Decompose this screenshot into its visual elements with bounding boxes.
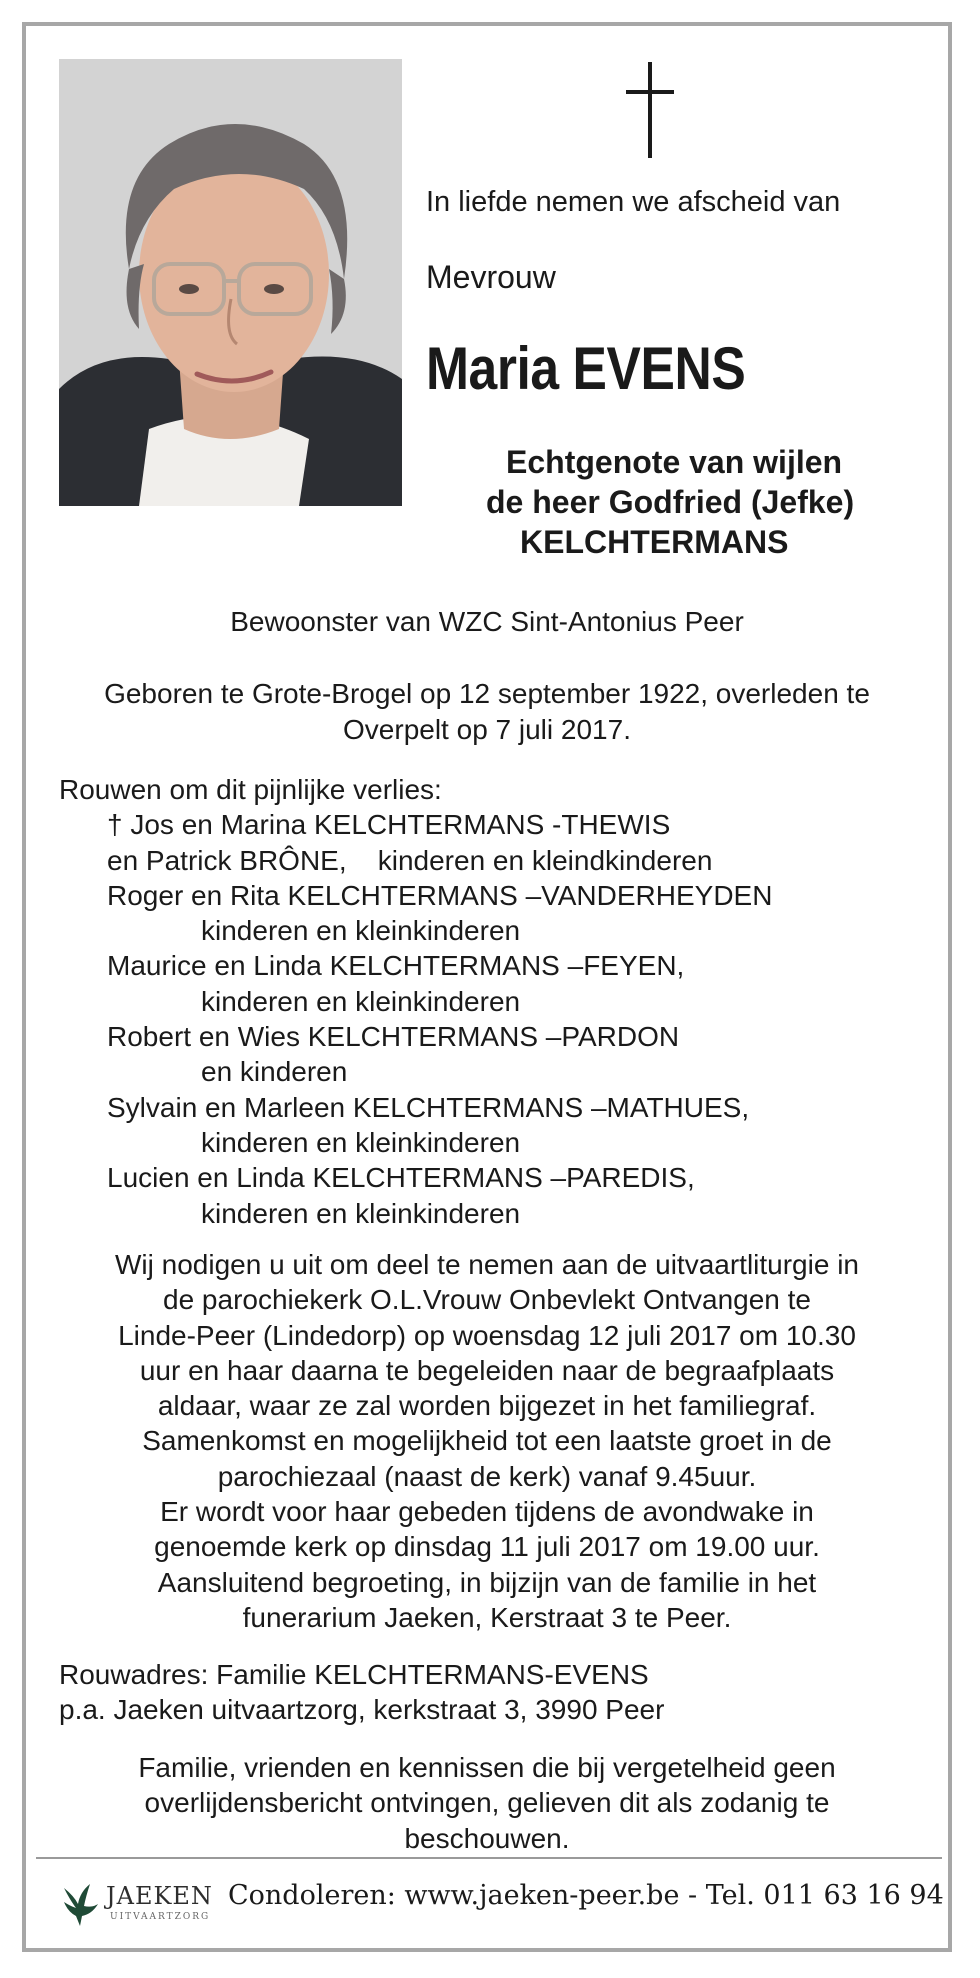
mourners-block [59, 772, 772, 1231]
jaeken-logo [60, 1876, 228, 1932]
salutation: Mevrouw [426, 259, 556, 295]
address-block [59, 1657, 664, 1728]
mourner-line: kinderen en kleinkinderen [201, 985, 521, 1017]
mourner-line: Roger en Rita KELCHTERMANS –VANDERHEYDEN [107, 879, 773, 911]
cross-icon [620, 60, 680, 160]
notice-line: Familie, vrienden en kennissen die bij vergetelheid geen [138, 1752, 836, 1783]
address-line: p.a. Jaeken uitvaartzorg, kerkstraat 3, 3990 Peer [59, 1694, 665, 1726]
service-line: uur en haar daarna te begeleiden naar de begraafplaats [139, 1354, 835, 1386]
intro-text: In liefde nemen we afscheid van [426, 186, 841, 218]
service-line: Wij nodigen u uit om deel te nemen aan de uitvaartliturgie in [115, 1249, 859, 1280]
service-line: funerarium Jaeken, Kerstraat 3 te Peer. [242, 1601, 732, 1633]
service-line: Aansluitend begroeting, in bijzijn van de familie in het [157, 1566, 817, 1598]
mourner-line: kinderen en kleinkinderen [201, 915, 521, 947]
service-line: Linde-Peer (Lindedorp) op woensdag 12 juli 2017 om 10.30 [118, 1319, 856, 1351]
notice-line: overlijdensbericht ontvingen, gelieven dit als zodanig te [144, 1787, 830, 1819]
condolence-contact: Condoleren: www.jaeken-peer.be - Tel. 011 63 16 94 [228, 1880, 944, 1911]
service-line: de parochiekerk O.L.Vrouw Onbevlekt Ontvangen te [163, 1284, 811, 1316]
deceased-name: Maria EVENS [426, 335, 746, 402]
birth-death-block [22, 676, 952, 748]
service-line: Er wordt voor haar gebeden tijdens de avondwake in [160, 1496, 814, 1528]
service-block [22, 1247, 952, 1635]
mourner-line: kinderen en kleinkinderen [201, 1126, 521, 1158]
spouse-line: Echtgenote van wijlen [506, 444, 843, 480]
mourner-line: † Jos en Marina KELCHTERMANS -THEWIS [107, 809, 671, 841]
spouse-block [480, 442, 920, 562]
mourner-line: Sylvain en Marleen KELCHTERMANS –MATHUES, [107, 1091, 750, 1123]
portrait-photo [59, 59, 402, 506]
birth-death-line: Geboren te Grote-Brogel op 12 september 1922, overleden te [104, 678, 870, 709]
dove-icon [60, 1878, 100, 1928]
spouse-line: KELCHTERMANS [520, 524, 789, 560]
mourner-line: Lucien en Linda KELCHTERMANS –PAREDIS, [107, 1162, 695, 1194]
resident-line: Bewoonster van WZC Sint-Antonius Peer [230, 606, 744, 637]
service-line: genoemde kerk op dinsdag 11 juli 2017 om 19.00 uur. [154, 1531, 820, 1563]
notice-line: beschouwen. [404, 1822, 570, 1854]
logo-name: JAEKEN [106, 1882, 213, 1910]
mourners-intro: Rouwen om dit pijnlijke verlies: [59, 774, 442, 805]
mourner-line: en Patrick BRÔNE, kinderen en kleindkinderen [107, 844, 713, 876]
mourner-line: en kinderen [201, 1056, 348, 1088]
mourner-line: Maurice en Linda KELCHTERMANS –FEYEN, [107, 950, 685, 982]
service-line: aldaar, waar ze zal worden bijgezet in het familiegraf. [157, 1390, 817, 1422]
footer-divider [36, 1857, 942, 1859]
spouse-line: de heer Godfried (Jefke) [486, 484, 855, 520]
mourner-line: Robert en Wies KELCHTERMANS –PARDON [107, 1021, 680, 1053]
service-line: parochiezaal (naast de kerk) vanaf 9.45uur. [217, 1460, 757, 1492]
logo-subtitle: UITVAARTZORG [110, 1912, 211, 1922]
service-line: Samenkomst en mogelijkheid tot een laatste groet in de [142, 1425, 832, 1457]
notice-block [22, 1750, 952, 1856]
address-line: Rouwadres: Familie KELCHTERMANS-EVENS [59, 1659, 649, 1690]
mourner-line: kinderen en kleinkinderen [201, 1197, 521, 1229]
birth-death-line: Overpelt op 7 juli 2017. [343, 714, 631, 745]
